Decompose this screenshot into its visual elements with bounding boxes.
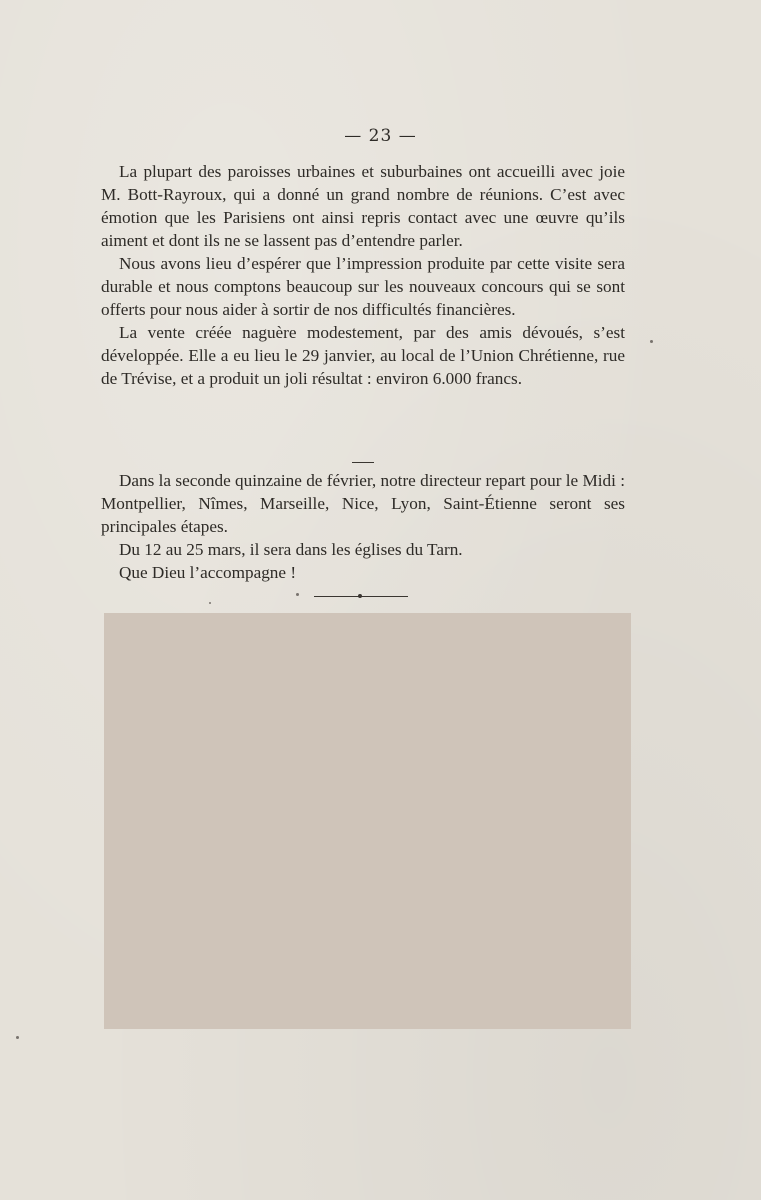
page-number: — 23 — xyxy=(344,126,417,146)
text-block-top xyxy=(101,160,625,390)
paragraph: Du 12 au 25 mars, il sera dans les églises du Tarn. xyxy=(119,540,463,559)
image-placeholder xyxy=(104,613,631,1029)
paragraph: La plupart des paroisses urbaines et suburbaines ont accueilli avec joie M. Bott-Rayroux, qui a donné un grand nombre de réunions. C’est avec émotion que les Parisiens ont ainsi repris contact avec une œuvre qu’ils aiment et dont ils ne se lassent pas d’entendre parler. xyxy=(101,162,625,250)
text-block-bottom xyxy=(101,469,625,584)
paper-speck xyxy=(16,1036,19,1039)
paper-speck xyxy=(296,593,299,596)
paragraph: Que Dieu l’accompagne ! xyxy=(119,563,297,582)
section-divider xyxy=(352,462,374,463)
paragraph: Dans la seconde quinzaine de février, notre directeur repart pour le Midi : Montpellier, Nîmes, Marseille, Nice, Lyon, Saint-Étienne seront ses principales étapes. xyxy=(101,471,625,536)
paper-speck xyxy=(209,602,211,604)
paragraph: Nous avons lieu d’espérer que l’impression produite par cette visite sera durable et nous comptons beaucoup sur les nouveaux concours qui se sont offerts pour nous aider à sortir de nos difficultés financières. xyxy=(101,254,625,319)
ornament-dot xyxy=(358,594,362,598)
paper-speck xyxy=(650,340,653,343)
paragraph: La vente créée naguère modestement, par des amis dévoués, s’est développée. Elle a eu lieu le 29 janvier, au local de l’Union Chrétienne, rue de Trévise, et a produit un joli résultat : environ 6.000 francs. xyxy=(101,323,625,388)
end-ornament xyxy=(314,596,408,597)
